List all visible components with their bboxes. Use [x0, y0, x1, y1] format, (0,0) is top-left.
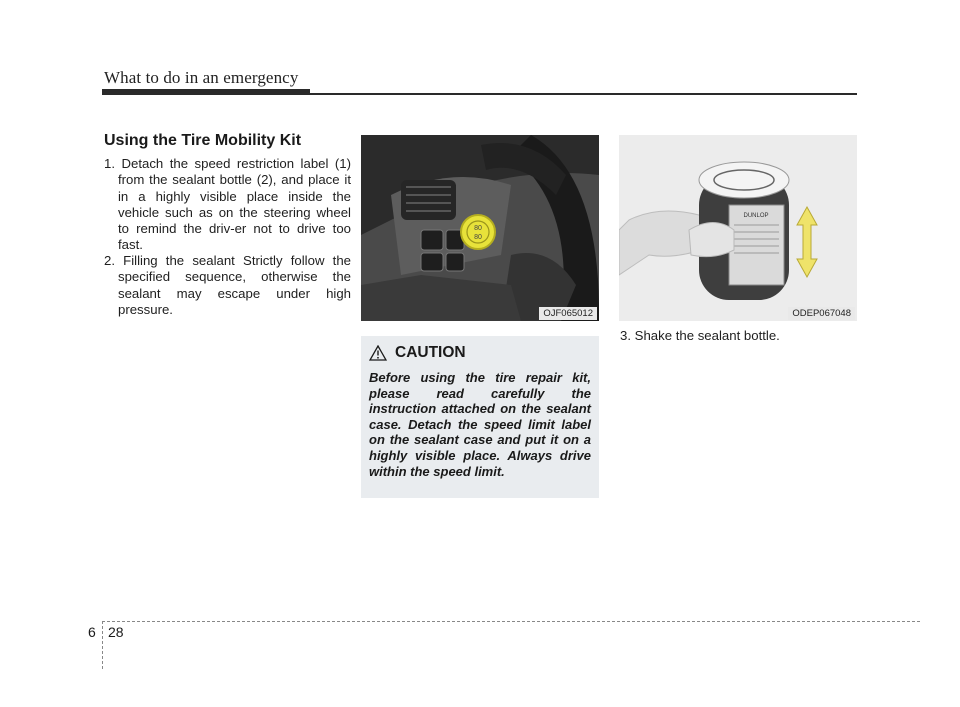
- footer-vertical-rule: [102, 621, 103, 669]
- caution-header: [369, 344, 466, 362]
- step-1-text: 1. Detach the speed restriction label (1) from the sealant bottle (2), and place it in a highly visible place inside the vehicle such as on the steering wheel to remind the driv-er not to drive too fast.: [104, 156, 351, 253]
- header-rule: [102, 93, 857, 95]
- step-2-text: 2. Filling the sealant Strictly follow the specified sequence, otherwise the sealant may escape under high pressure.: [104, 253, 351, 317]
- step-1: [104, 156, 351, 254]
- step-2: [104, 253, 351, 318]
- section-title: Using the Tire Mobility Kit: [104, 132, 302, 149]
- step-3-text: 3. Shake the sealant bottle.: [620, 328, 780, 343]
- warning-triangle-icon: [369, 345, 387, 361]
- footer-rule: [102, 621, 920, 622]
- page-header-title: What to do in an emergency: [104, 68, 299, 87]
- page-number: 28: [108, 624, 124, 640]
- dashboard-illustration: [361, 135, 599, 321]
- figure-code-2: ODEP067048: [788, 307, 855, 320]
- chapter-number: 6: [88, 624, 96, 640]
- sealant-bottle-photo: [619, 135, 857, 321]
- speed-label-bottom: 80: [474, 234, 482, 241]
- speed-label-top: 80: [474, 225, 482, 232]
- bottle-label-text: DUNLOP: [743, 213, 769, 219]
- caution-title: CAUTION: [395, 344, 466, 361]
- caution-box: [361, 336, 599, 498]
- figure-code-1: OJF065012: [539, 307, 597, 320]
- dashboard-photo: [361, 135, 599, 321]
- sealant-bottle-illustration: [619, 135, 857, 321]
- caution-body: Before using the tire repair kit, please read carefully the instruction attached on the sealant case. Detach the speed limit label on the sealant case and put it on a highly visible place. Always drive within the speed limit.: [369, 370, 591, 479]
